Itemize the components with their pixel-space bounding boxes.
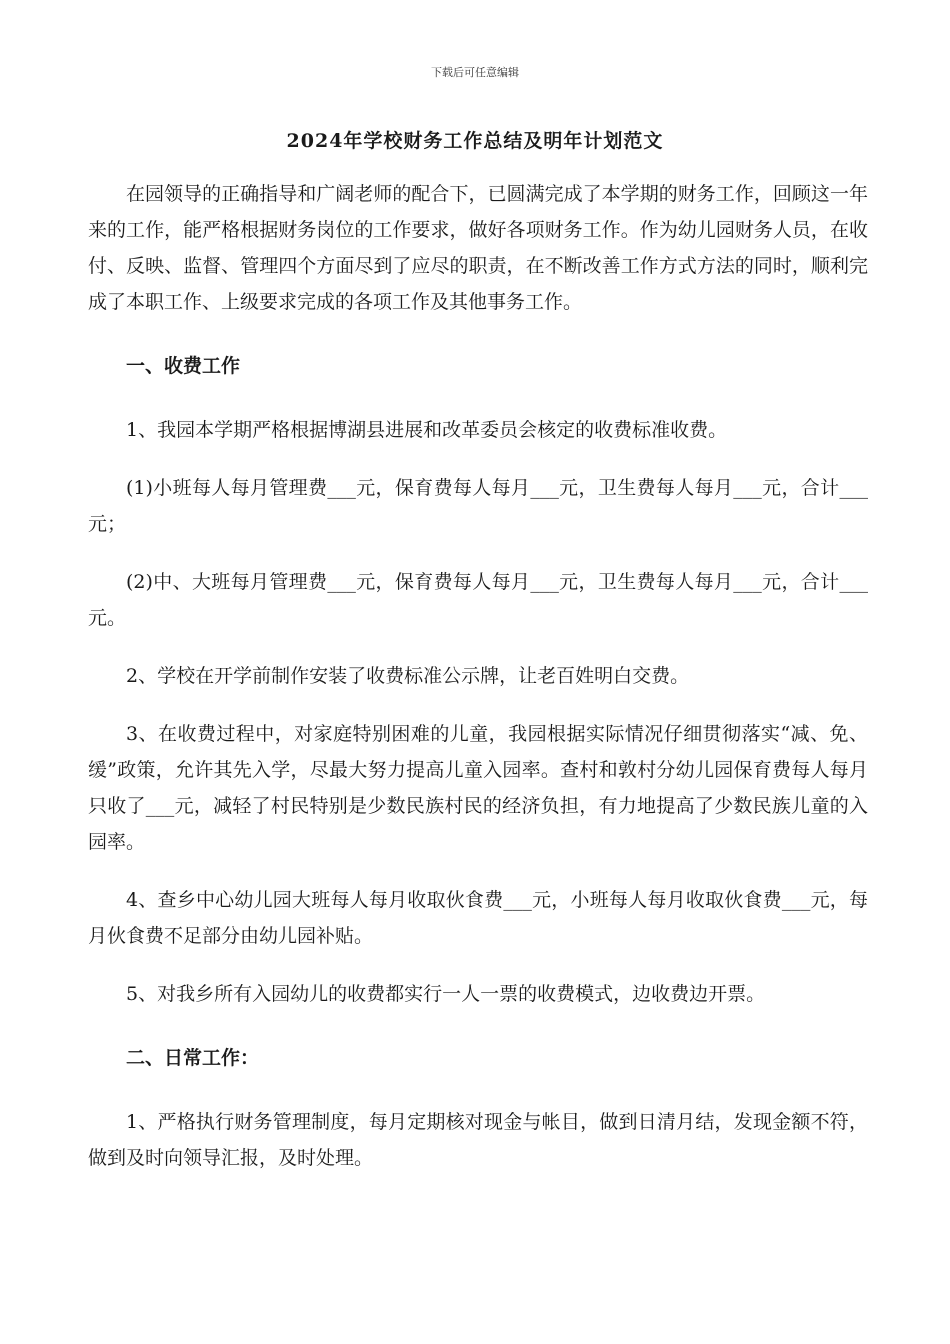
document-title: 2024年学校财务工作总结及明年计划范文 <box>286 130 664 152</box>
section-heading-daily: 二、日常工作： <box>126 1047 260 1069</box>
section-heading-fees: 一、收费工作 <box>126 355 241 377</box>
fee-item-1: 1、我园本学期严格根据博湖县进展和改革委员会核定的收费标准收费。 <box>126 419 728 441</box>
intro-paragraph: 在园领导的正确指导和广阔老师的配合下，已圆满完成了本学期的财务工作，回顾这一年来的工作，能严格根据财务岗位的工作要求，做好各项财务工作。作为幼儿园财务人员，在收付、反映、监督、管理四个方面尽到了应尽的职责，在不断改善工作方式方法的同时，顺利完成了本职工作、上级要求完成的各项工作及其他事务工作。 <box>88 183 868 313</box>
header-note: 下载后可任意编辑 <box>431 66 519 79</box>
daily-item-1: 1、严格执行财务管理制度，每月定期核对现金与帐目，做到日清月结，发现金额不符，做到及时向领导汇报，及时处理。 <box>88 1111 868 1169</box>
fee-item-5: 5、对我乡所有入园幼儿的收费都实行一人一票的收费模式，边收费边开票。 <box>126 983 766 1005</box>
fee-item-1-small-class: (1)小班每人每月管理费___元，保育费每人每月___元，卫生费每人每月___元，合计___元； <box>88 477 868 535</box>
fee-item-4: 4、查乡中心幼儿园大班每人每月收取伙食费___元，小班每人每月收取伙食费___元，每月伙食费不足部分由幼儿园补贴。 <box>88 889 868 947</box>
fee-item-1-mid-large-class: (2)中、大班每月管理费___元，保育费每人每月___元，卫生费每人每月___元，合计___元。 <box>88 571 868 629</box>
document-body <box>88 176 868 1176</box>
fee-item-2: 2、学校在开学前制作安装了收费标准公示牌，让老百姓明白交费。 <box>126 665 690 687</box>
fee-item-3: 3、在收费过程中，对家庭特别困难的儿童，我园根据实际情况仔细贯彻落实“减、免、缓”政策，允许其先入学，尽最大努力提高儿童入园率。查村和敦村分幼儿园保育费每人每月只收了___元，减轻了村民特别是少数民族村民的经济负担，有力地提高了少数民族儿童的入园率。 <box>88 723 868 853</box>
